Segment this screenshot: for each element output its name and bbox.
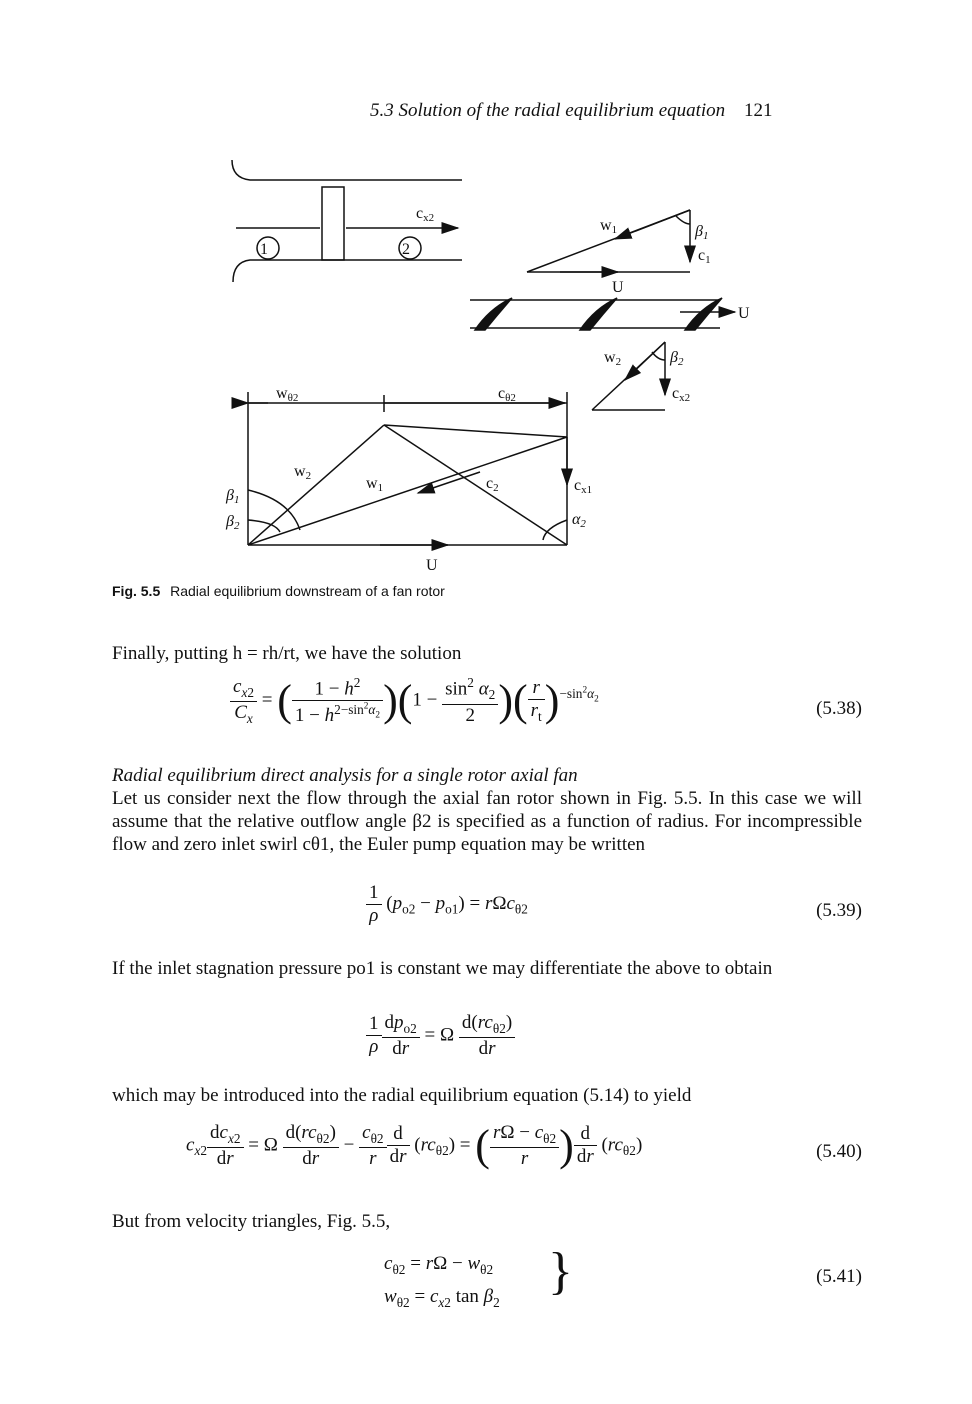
paragraph-5: But from velocity triangles, Fig. 5.5, [112, 1211, 391, 1232]
w2-line [248, 425, 384, 545]
U-label-cascade: U [738, 305, 750, 322]
subheading: Radial equilibrium direct analysis for a single rotor axial fan [112, 765, 578, 786]
page-number: 121 [743, 100, 773, 121]
duct-upper-wall [232, 160, 462, 180]
paragraph-3: If the inlet stagnation pressure po1 is constant we may differentiate the above to obtain [112, 958, 773, 979]
w1-label-diagram: w1 [366, 475, 384, 494]
c-theta2-label: cθ2 [498, 385, 516, 404]
w2-arrow [625, 342, 665, 380]
paragraph-4: which may be introduced into the radial equilibrium equation (5.14) to yield [112, 1085, 692, 1106]
beta1-label-top: β1 [695, 223, 709, 242]
w1-arrow [615, 210, 690, 239]
w1-line [248, 437, 567, 545]
U-label-bottom: U [426, 557, 438, 574]
figure-caption [112, 583, 445, 599]
alpha2-label: α2 [572, 511, 586, 530]
w2-label-top: w2 [604, 349, 622, 368]
equation-derivative: $\frac{1}{\rho}$ $\frac{dp_{o2}}{dr}$ = Ω $\frac{d(rc_{\theta 2})}{dr}$ [366, 1012, 515, 1060]
w-theta2-label: wθ2 [276, 385, 299, 404]
equation-5-41-brace: } [548, 1243, 573, 1300]
w2-label-diagram: w2 [294, 463, 312, 482]
beta2-label-diagram: β2 [226, 513, 240, 532]
equation-5-41: $c_{\theta 2} = r\Omega - w_{\theta 2}$ $w_{\theta 2} = c_{x2}$ $\tan \beta_2$ [384, 1253, 500, 1310]
equation-number-5-41: (5.41) [816, 1266, 862, 1287]
beta1-label-diagram: β1 [226, 487, 240, 506]
beta2-label-top: β2 [670, 349, 684, 368]
c2-label: c2 [486, 475, 499, 494]
paragraph-2: Let us consider next the flow through the axial fan rotor shown in Fig. 5.5. In this case we will assume that the relative outflow angle β2 is specified as a function of radius. For incompressible flow and zero inlet swirl cθ1, the Euler pump equation may be written [112, 788, 862, 855]
station-2-label: 2 [402, 241, 410, 258]
equation-5-38: $\frac{c_{x2}}{C_x}$ = ( $\frac{1 - h^2}{1 - h^{2-sin^2\alpha_2}}$ )(1 − $\frac{\sin^2 \alpha_2}{2}$ )( $\frac{r}{r_t}$ )$^{-sin^2\alpha_2}$ [230, 675, 599, 727]
c2-line [384, 425, 567, 545]
cx2-small-label: cx2 [672, 385, 691, 404]
rotor-blade [322, 187, 344, 260]
equation-5-39: $\frac{1}{\rho}$ $(p_{o2} - p_{o1}) = r\Omega c_{\theta 2}$ [366, 882, 528, 927]
section-title: 5.3 Solution of the radial equilibrium equation [370, 100, 726, 121]
figure-caption-text: Radial equilibrium downstream of a fan rotor [170, 583, 445, 599]
U-label-top: U [612, 279, 624, 296]
cx2-label: cx2 [416, 205, 435, 224]
duct-lower-wall [233, 260, 462, 282]
equation-number-5-40: (5.40) [816, 1141, 862, 1162]
fan-rotor-figure [0, 0, 972, 600]
station-1-label: 1 [260, 241, 268, 258]
figure-label: Fig. 5.5 [112, 583, 161, 599]
paragraph-1: Finally, putting h = rh/rt, we have the solution [112, 643, 462, 664]
cx1-label: cx1 [574, 477, 593, 496]
w1-label-top: w1 [600, 217, 618, 236]
equation-number-5-38: (5.38) [816, 698, 862, 719]
c1-label: c1 [698, 247, 711, 266]
equation-number-5-39: (5.39) [816, 900, 862, 921]
equation-5-40: $c_{x2}$ $\frac{dc_{x2}}{dr}$ = Ω $\frac{d(rc_{\theta 2})}{dr}$ − $\frac{c_{\theta 2}}{r}$ $\frac{d}{dr}$ $(rc_{\theta 2})$ = ( $\frac{r\Omega - c_{\theta 2}}{r}$ ) $\frac{d}{dr}$ $(rc_{\theta 2})$ [186, 1120, 643, 1170]
